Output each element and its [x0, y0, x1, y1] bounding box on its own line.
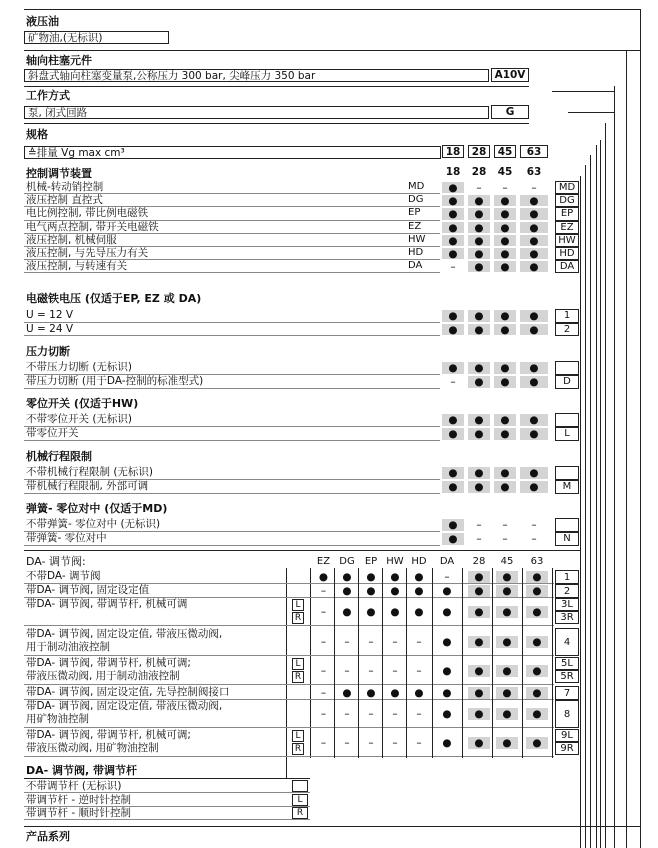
da-col-header: HD: [411, 556, 427, 567]
control-row-abbr: DA: [408, 260, 423, 272]
control-row-label: 电气两点控制, 带开关电磁铁: [26, 220, 159, 233]
da-col-header: DA: [439, 556, 455, 567]
spring-cell: –: [494, 518, 516, 531]
solenoid-cell: ●: [468, 309, 490, 322]
control-row-label: 电比例控制, 带比例电磁铁: [26, 207, 149, 220]
da-cell: ●: [390, 606, 400, 618]
stroke-cell: ●: [520, 466, 548, 479]
control-cell: –: [442, 260, 464, 272]
da-cell: ●: [442, 636, 452, 648]
control-size-28: 28: [471, 166, 487, 178]
da-cell: ●: [526, 687, 548, 699]
da-code: 1: [555, 570, 579, 584]
da-cell: ●: [468, 606, 490, 618]
da-cell: ●: [496, 687, 518, 699]
da-cell: ●: [468, 585, 490, 597]
da-cell: –: [416, 737, 422, 749]
stroke-code: M: [555, 480, 579, 494]
hydraulic-fluid-title: 液压油: [26, 15, 59, 28]
da-cell: –: [392, 737, 398, 749]
solenoid-row-label: U = 24 V: [26, 322, 74, 335]
control-cell: ●: [442, 207, 464, 219]
da-cell: ●: [468, 737, 490, 749]
da-col-header: EZ: [316, 556, 331, 567]
da-cell: ●: [442, 585, 452, 597]
da-code: 5L: [555, 657, 579, 670]
control-code: DA: [555, 260, 579, 273]
da-cell: –: [392, 708, 398, 720]
stroke-cell: ●: [494, 466, 516, 479]
control-row-abbr: DG: [408, 194, 424, 206]
control-cell: ●: [442, 181, 464, 193]
da-cell: ●: [526, 585, 548, 597]
da-code: 3R: [555, 611, 579, 624]
da-cell: –: [368, 636, 374, 648]
da-lever-code: [292, 780, 308, 792]
size-28: 28: [468, 145, 490, 158]
da-row-label: 带DA- 调节阀, 固定设定值: [26, 584, 150, 596]
da-cell: ●: [318, 571, 329, 583]
solenoid-cell: ●: [520, 323, 548, 336]
control-cell: ●: [442, 234, 464, 246]
neutral-cell: ●: [468, 413, 490, 426]
neutral-code: L: [555, 427, 579, 441]
pressure-code: D: [555, 375, 579, 389]
da-cell: –: [368, 737, 374, 749]
control-cell: ●: [442, 221, 464, 233]
da-cell: ●: [496, 606, 518, 618]
control-code: HW: [555, 234, 579, 247]
da-cell: –: [320, 665, 327, 677]
da-lever-code: L: [292, 794, 308, 806]
neutral-cell: ●: [442, 427, 464, 440]
solenoid-cell: ●: [494, 309, 516, 322]
control-row-abbr: EZ: [408, 220, 422, 232]
control-cell: ●: [520, 260, 548, 272]
spring-row-label: 带弹簧- 零位对中: [26, 532, 107, 544]
control-cell: ●: [468, 247, 490, 259]
da-cell: ●: [390, 585, 400, 597]
da-cell: ●: [414, 606, 424, 618]
size-label: ≙排量 Vg max cm³: [24, 146, 441, 159]
stroke-row-label: 带机械行程限制, 外部可调: [26, 480, 149, 492]
control-cell: ●: [520, 234, 548, 246]
control-code: HD: [555, 247, 579, 260]
da-lever-row-label: 不带调节杆 (无标识): [26, 780, 122, 792]
pressure-cell: ●: [494, 375, 516, 388]
pressure-cell: ●: [494, 361, 516, 374]
solenoid-title: 电磁铁电压 (仅适于EP, EZ 或 DA): [26, 292, 202, 305]
da-cell: ●: [496, 665, 518, 677]
da-cell: ●: [366, 606, 376, 618]
da-row-label: 带DA- 调节阀, 固定设定值, 带液压微动阀,: [26, 628, 223, 640]
control-cell: ●: [494, 221, 516, 233]
pressure-cell: ●: [520, 361, 548, 374]
stroke-cell: ●: [442, 466, 464, 479]
control-code: DG: [555, 194, 579, 207]
da-cell: –: [368, 665, 374, 677]
control-cell: ●: [520, 194, 548, 206]
da-cell: –: [320, 585, 327, 597]
da-cell: –: [368, 708, 374, 720]
spring-cell: ●: [442, 518, 464, 531]
control-cell: –: [494, 181, 516, 193]
da-col-header: EP: [364, 556, 378, 567]
da-row-label: 带液压微动阀, 用于制动油液控制: [26, 670, 180, 682]
neutral-cell: ●: [468, 427, 490, 440]
stroke-cell: ●: [468, 480, 490, 493]
da-cell: –: [416, 665, 422, 677]
pressure-cell: ●: [468, 375, 490, 388]
da-cell: ●: [526, 606, 548, 618]
size-title: 规格: [26, 128, 48, 141]
da-cell: –: [320, 737, 327, 749]
da-code: 9L: [555, 729, 579, 742]
da-code: 9R: [555, 742, 579, 755]
stroke-cell: ●: [468, 466, 490, 479]
da-cell: ●: [526, 737, 548, 749]
da-cell: –: [392, 665, 398, 677]
control-row-label: 液压控制, 与先导压力有关: [26, 247, 149, 259]
stroke-cell: ●: [442, 480, 464, 493]
da-row-label: 带DA- 调节阀, 固定设定值, 先导控制阀接口: [26, 686, 230, 698]
da-cell: ●: [366, 571, 376, 583]
stroke-code: [555, 466, 579, 480]
da-cell: ●: [468, 687, 490, 699]
da-lr-box: L: [292, 599, 304, 611]
solenoid-code: 1: [555, 309, 579, 323]
control-row-abbr: HD: [408, 247, 424, 258]
da-cell: ●: [442, 687, 452, 699]
spring-cell: –: [520, 532, 548, 545]
solenoid-cell: ●: [442, 309, 464, 322]
da-lever-title: DA- 调节阀, 带调节杆: [26, 764, 138, 777]
da-lr-box: R: [292, 743, 304, 755]
spring-cell: –: [468, 532, 490, 545]
stroke-cell: ●: [520, 480, 548, 493]
da-cell: ●: [342, 606, 352, 618]
solenoid-cell: ●: [494, 323, 516, 336]
da-cell: ●: [442, 665, 452, 677]
hydraulic-fluid-value: 矿物油,(无标识): [24, 31, 169, 44]
da-lever-code: R: [292, 807, 308, 819]
da-cell: –: [320, 606, 327, 618]
control-cell: ●: [494, 247, 516, 259]
da-cell: ●: [414, 687, 424, 699]
control-cell: ●: [494, 194, 516, 206]
control-row-label: 液压控制, 与转速有关: [26, 260, 128, 273]
da-code: 3L: [555, 598, 579, 611]
control-cell: ●: [494, 207, 516, 219]
neutral-code: [555, 413, 579, 427]
control-cell: ●: [520, 221, 548, 233]
neutral-cell: ●: [520, 427, 548, 440]
axial-piston-value: 斜盘式轴向柱塞变量泵,公称压力 300 bar, 尖峰压力 350 bar: [24, 69, 489, 82]
da-col-header: 63: [530, 556, 544, 567]
da-col-header: 45: [500, 556, 514, 567]
da-lr-box: R: [292, 612, 304, 624]
size-45: 45: [494, 145, 516, 158]
da-cell: ●: [526, 571, 548, 583]
control-cell: ●: [494, 260, 516, 272]
da-cell: ●: [526, 708, 548, 720]
da-cell: ●: [342, 687, 352, 699]
da-row-label: 带DA- 调节阀, 带调节杆, 机械可调;: [26, 657, 191, 669]
da-cell: ●: [468, 665, 490, 677]
pressure-code: [555, 361, 579, 375]
spring-cell: –: [494, 532, 516, 545]
da-cell: ●: [526, 636, 548, 648]
size-18: 18: [442, 145, 464, 158]
series-title: 产品系列: [26, 830, 70, 843]
da-cell: ●: [468, 708, 490, 720]
da-cell: ●: [390, 687, 400, 699]
da-cell: ●: [366, 687, 376, 699]
da-lr-box: L: [292, 658, 304, 670]
operation-title: 工作方式: [26, 89, 70, 102]
spring-cell: –: [468, 518, 490, 531]
da-cell: ●: [526, 665, 548, 677]
da-cell: ●: [468, 571, 490, 583]
da-cell: ●: [442, 606, 452, 618]
solenoid-code: 2: [555, 323, 579, 337]
spring-row-label: 不带弹簧- 零位对中 (无标识): [26, 518, 161, 530]
control-cell: ●: [442, 194, 464, 206]
control-row-abbr: HW: [408, 233, 426, 245]
spring-cell: –: [520, 518, 548, 531]
da-row-label: 带DA- 调节阀, 带调节杆, 机械可调;: [26, 729, 191, 741]
neutral-cell: ●: [494, 413, 516, 426]
da-lr-box: R: [292, 671, 304, 683]
axial-piston-code: A10V: [491, 68, 529, 82]
control-row-label: 液压控制, 机械伺服: [26, 233, 117, 246]
control-cell: ●: [468, 234, 490, 246]
da-cell: –: [344, 737, 350, 749]
da-cell: –: [392, 636, 398, 648]
da-cell: ●: [342, 585, 352, 597]
da-cell: –: [320, 687, 327, 699]
control-cell: ●: [520, 247, 548, 259]
da-cell: ●: [342, 571, 352, 583]
control-cell: ●: [442, 247, 464, 259]
control-code: EZ: [555, 221, 579, 234]
da-cell: ●: [442, 708, 452, 720]
operation-code: G: [491, 105, 529, 119]
pressure-row-label: 带压力切断 (用于DA-控制的标准型式): [26, 375, 204, 387]
da-code: 7: [555, 686, 579, 700]
da-col-header: 28: [472, 556, 486, 567]
pressure-cutoff-title: 压力切断: [26, 345, 70, 358]
control-code: MD: [555, 181, 579, 194]
da-cell: –: [416, 708, 422, 720]
da-row-label: 用矿物油控制: [26, 713, 89, 725]
solenoid-cell: ●: [442, 323, 464, 336]
da-code: 5R: [555, 670, 579, 683]
control-title: 控制调节装置: [26, 167, 92, 180]
neutral-row-label: 带零位开关: [26, 427, 79, 439]
control-row-label: 液压控制 直控式: [26, 194, 103, 207]
solenoid-cell: ●: [468, 323, 490, 336]
da-cell: ●: [496, 585, 518, 597]
da-row-label: 带DA- 调节阀, 固定设定值, 带液压微动阀,: [26, 700, 223, 712]
stroke-cell: ●: [494, 480, 516, 493]
da-code: 2: [555, 584, 579, 598]
da-row-label: 带DA- 调节阀, 带调节杆, 机械可调: [26, 598, 188, 610]
control-cell: ●: [520, 207, 548, 219]
solenoid-row-label: U = 12 V: [26, 309, 74, 321]
control-row-label: 机械-转动销控制: [26, 181, 104, 193]
da-row-label: 带液压微动阀, 用矿物油控制: [26, 742, 159, 754]
da-cell: –: [416, 636, 422, 648]
da-valve-title: DA- 调节阀:: [26, 555, 86, 568]
control-cell: ●: [468, 260, 490, 272]
da-code: 8: [555, 700, 579, 728]
da-cell: ●: [366, 585, 376, 597]
stroke-limiter-title: 机械行程限制: [26, 450, 92, 463]
da-lever-row-label: 带调节杆 - 逆时针控制: [26, 793, 131, 806]
pressure-cell: ●: [520, 375, 548, 388]
spring-code: N: [555, 532, 579, 546]
da-cell: –: [320, 636, 327, 648]
neutral-row-label: 不带零位开关 (无标识): [26, 413, 133, 425]
control-row-abbr: EP: [408, 207, 421, 219]
da-col-header: DG: [339, 556, 355, 567]
size-63: 63: [520, 145, 548, 158]
da-cell: ●: [468, 636, 490, 648]
control-cell: ●: [494, 234, 516, 246]
neutral-cell: ●: [520, 413, 548, 426]
da-col-header: HW: [386, 556, 404, 567]
pressure-cell: ●: [468, 361, 490, 374]
control-size-63: 63: [526, 166, 542, 178]
control-cell: ●: [468, 221, 490, 233]
spring-title: 弹簧- 零位对中 (仅适于MD): [26, 502, 168, 515]
control-size-18: 18: [445, 166, 461, 178]
spring-cell: ●: [442, 532, 464, 545]
control-cell: ●: [468, 207, 490, 219]
control-size-45: 45: [497, 166, 513, 178]
da-cell: ●: [414, 585, 424, 597]
da-cell: ●: [496, 708, 518, 720]
da-row-label: 不带DA- 调节阀: [26, 570, 101, 582]
da-lever-row-label: 带调节杆 - 顺时针控制: [26, 807, 131, 819]
pressure-cell: ●: [442, 361, 464, 374]
stroke-row-label: 不带机械行程限制 (无标识): [26, 466, 154, 478]
da-cell: ●: [496, 737, 518, 749]
operation-value: 泵, 闭式回路: [24, 106, 489, 119]
neutral-switch-title: 零位开关 (仅适于HW): [26, 397, 139, 410]
da-cell: ●: [414, 571, 424, 583]
spring-code: [555, 518, 579, 532]
neutral-cell: ●: [494, 427, 516, 440]
neutral-cell: ●: [442, 413, 464, 426]
da-cell: –: [344, 636, 350, 648]
control-cell: –: [468, 181, 490, 193]
control-cell: ●: [468, 194, 490, 206]
pressure-row-label: 不带压力切断 (无标识): [26, 361, 133, 373]
da-cell: –: [444, 571, 450, 583]
da-cell: ●: [496, 636, 518, 648]
da-cell: ●: [496, 571, 518, 583]
control-cell: –: [520, 181, 548, 193]
control-code: EP: [555, 207, 579, 220]
da-row-label: 用于制动油液控制: [26, 641, 110, 653]
da-lr-box: L: [292, 730, 304, 742]
da-cell: –: [344, 665, 350, 677]
solenoid-cell: ●: [520, 309, 548, 322]
da-code: 4: [555, 628, 579, 656]
pressure-cell: –: [442, 375, 464, 388]
control-row-abbr: MD: [408, 181, 425, 192]
da-cell: ●: [442, 737, 452, 749]
axial-piston-title: 轴向柱塞元件: [26, 54, 92, 67]
da-cell: –: [344, 708, 350, 720]
da-cell: –: [320, 708, 327, 720]
da-cell: ●: [390, 571, 400, 583]
